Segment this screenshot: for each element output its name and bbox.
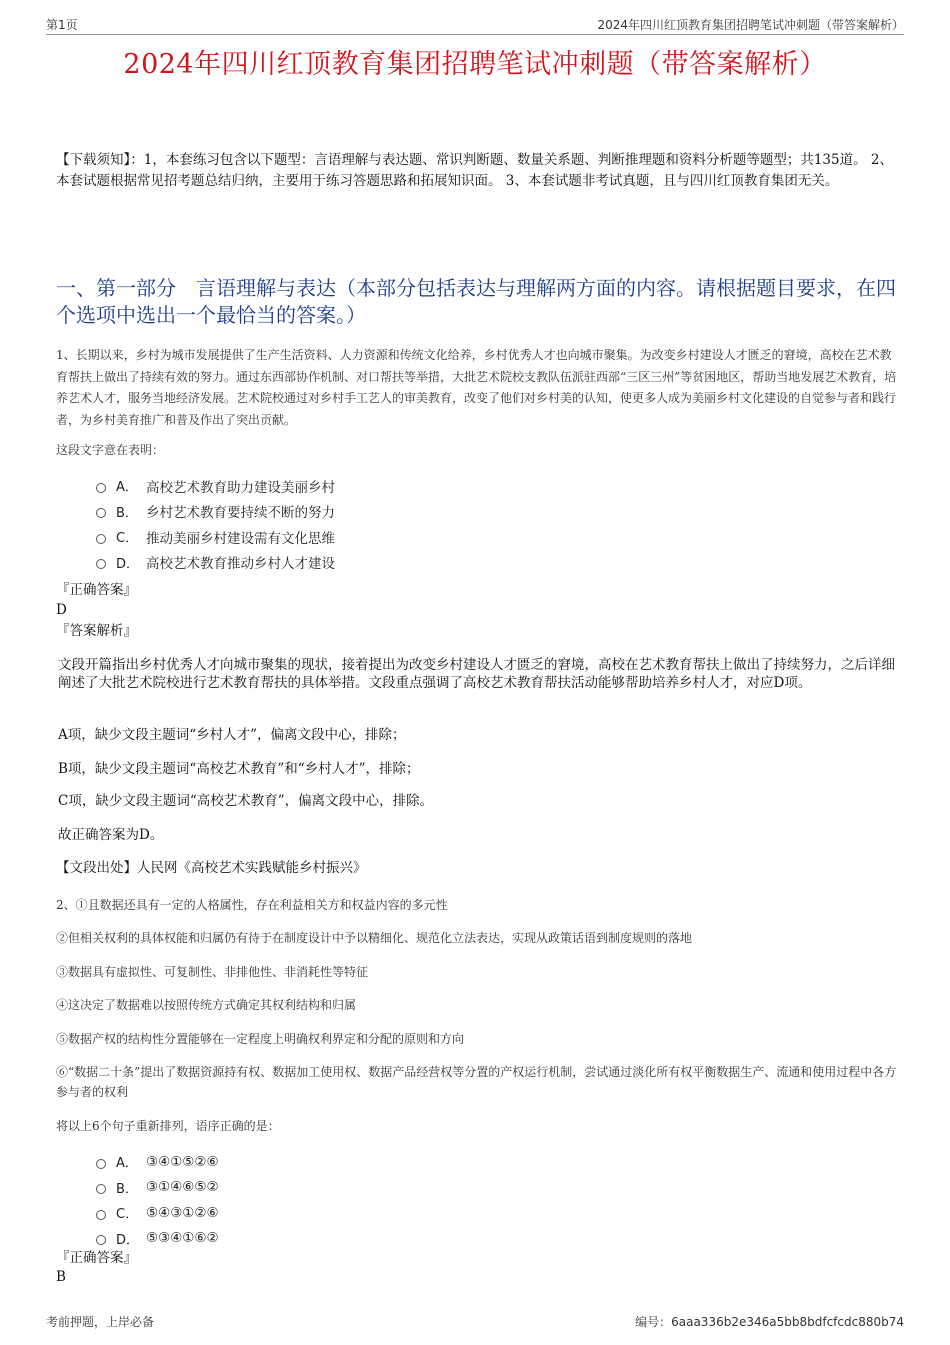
q1-stem: 1、长期以来，乡村为城市发展提供了生产生活资料、人力资源和传统文化给养，乡村优秀人才也向城市聚集。为改变乡村建设人才匮乏的窘境，高校在艺术教育帮扶上做出了持续有效的努力。通过东西部协作机制、对口帮扶等举措，大批艺术院校支教队伍派驻西部“三区三州”等贫困地区，帮助当地发展艺术教育，培养艺术人才，服务当地经济发展。艺术院校通过对乡村手工艺人的审美教育，改变了他们对乡村美的认知，使更多人成为美丽乡村文化建设的自觉参与者和践行者，为乡村美育推广和普及作出了突出贡献。	[56, 348, 897, 427]
q2-sentence-1: 2、①且数据还具有一定的人格属性，存在利益相关方和权益内容的多元性	[56, 898, 448, 912]
q2-option-b[interactable]	[96, 1175, 796, 1201]
q1-prompt: 这段文字意在表明：	[56, 443, 165, 457]
q1-analysis-label: 『答案解析』	[56, 623, 137, 639]
q2-answer-label: 『正确答案』	[56, 1250, 137, 1266]
q2-sentence-2: ②但相关权利的具体权能和归属仍有待于在制度设计中予以精细化、规范化立法表达，实现从政策话语到制度规则的落地	[56, 931, 693, 945]
option-text: 高校艺术教育助力建设美丽乡村	[146, 479, 335, 496]
q2-option-c[interactable]	[96, 1200, 796, 1226]
q2-option-d[interactable]	[96, 1226, 796, 1252]
option-key: C．	[116, 531, 139, 547]
q1-option-c[interactable]	[96, 524, 796, 550]
radio-icon[interactable]	[96, 1184, 106, 1194]
option-key: A．	[116, 1156, 138, 1172]
q1-option-d[interactable]	[96, 550, 796, 576]
q1-analysis-c: C项，缺少文段主题词“高校艺术教育”，偏离文段中心，排除。	[58, 793, 434, 809]
option-text: ⑤④③①②⑥	[146, 1204, 219, 1221]
q2-options	[96, 1149, 796, 1251]
q2-option-a[interactable]	[96, 1149, 796, 1175]
radio-icon[interactable]	[96, 1235, 106, 1245]
q2-answer: B	[56, 1269, 66, 1285]
option-text: 乡村艺术教育要持续不断的努力	[146, 505, 335, 522]
q1-source: 【文段出处】人民网《高校艺术实践赋能乡村振兴》	[56, 860, 367, 876]
option-key: D．	[116, 556, 140, 572]
q1-answer-label: 『正确答案』	[56, 582, 137, 598]
radio-icon[interactable]	[96, 1159, 106, 1169]
q1-answer: D	[56, 602, 67, 618]
radio-icon[interactable]	[96, 534, 106, 544]
radio-icon[interactable]	[96, 1210, 106, 1220]
option-key: B．	[116, 505, 138, 521]
q2-sentence-6: ⑥“数据二十条”提出了数据资源持有权、数据加工使用权、数据产品经营权等分置的产权运行机制，尝试通过淡化所有权平衡数据生产、流通和使用过程中各方参与者的权利	[56, 1065, 897, 1099]
header-doc-title: 2024年四川红顶教育集团招聘笔试冲刺题（带答案解析）	[597, 18, 904, 32]
q2-sentence-4: ④这决定了数据难以按照传统方式确定其权利结构和归属	[56, 998, 357, 1012]
q1-analysis-main: 文段开篇指出乡村优秀人才向城市聚集的现状，接着提出为改变乡村建设人才匮乏的窘境，高校在艺术教育帮扶上做出了持续努力，之后详细阐述了大批艺术院校进行艺术教育帮扶的具体举措。文段重点强调了高校艺术教育帮扶活动能够帮助培养乡村人才，对应D项。	[58, 657, 895, 691]
page-header	[46, 14, 904, 35]
q1-option-b[interactable]	[96, 499, 796, 525]
option-text: ③④①⑤②⑥	[146, 1153, 219, 1170]
q1-options	[96, 473, 796, 575]
q2-sentence-5: ⑤数据产权的结构性分置能够在一定程度上明确权利界定和分配的原则和方向	[56, 1032, 465, 1046]
option-text: ⑤③④①⑥②	[146, 1230, 219, 1247]
download-notice: 【下载须知】：1，本套练习包含以下题型：言语理解与表达题、常识判断题、数量关系题、判断推理题和资料分析题等题型；共135道。 2、本套试题根据常见招考题总结归纳，主要用于练习答题思路和拓展知识面。 3、本套试题非考试真题，且与四川红顶教育集团无关。	[56, 152, 893, 189]
option-text: ③①④⑥⑤②	[146, 1179, 219, 1196]
option-key: A．	[116, 480, 138, 496]
radio-icon[interactable]	[96, 483, 106, 493]
q1-analysis-b: B项，缺少文段主题词“高校艺术教育”和“乡村人才”，排除；	[58, 761, 420, 777]
document-title: 2024年四川红顶教育集团招聘笔试冲刺题（带答案解析）	[123, 49, 827, 80]
footer-doc-id: 编号：6aaa336b2e346a5bb8bdfcfcdc880b74	[635, 1315, 904, 1329]
q2-prompt: 将以上6个句子重新排列，语序正确的是：	[56, 1119, 280, 1133]
page-number: 第1页	[46, 18, 78, 32]
q1-option-a[interactable]	[96, 473, 796, 499]
radio-icon[interactable]	[96, 508, 106, 518]
option-text: 高校艺术教育推动乡村人才建设	[146, 556, 335, 573]
q1-analysis-a: A项，缺少文段主题词“乡村人才”，偏离文段中心，排除；	[58, 727, 406, 743]
section-heading: 一、第一部分 言语理解与表达（本部分包括表达与理解两方面的内容。请根据题目要求，在四个选项中选出一个最恰当的答案。）	[56, 276, 896, 327]
option-key: B．	[116, 1181, 138, 1197]
footer-slogan: 考前押题，上岸必备	[46, 1315, 155, 1329]
option-text: 推动美丽乡村建设需有文化思维	[146, 530, 335, 547]
radio-icon[interactable]	[96, 559, 106, 569]
option-key: C．	[116, 1207, 139, 1223]
q2-sentence-3: ③数据具有虚拟性、可复制性、非排他性、非消耗性等特征	[56, 965, 369, 979]
q1-conclusion: 故正确答案为D。	[58, 827, 164, 843]
option-key: D．	[116, 1232, 140, 1248]
